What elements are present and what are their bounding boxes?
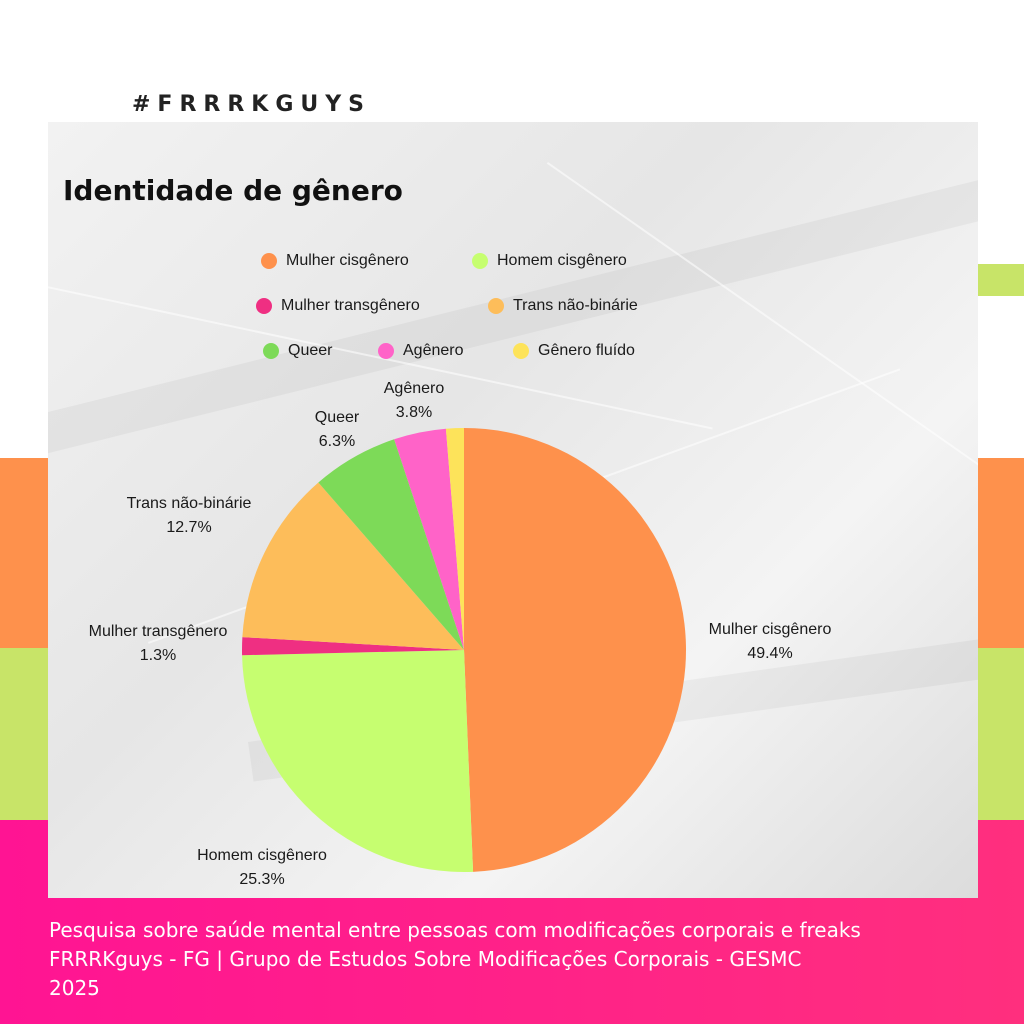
slice-label: Trans não-binárie <box>126 495 252 512</box>
slice-value-label: 12.7% <box>166 519 212 536</box>
legend-label: Homem cisgênero <box>497 252 627 269</box>
pie-chart <box>48 122 978 898</box>
chart-title: Identidade de gênero <box>63 174 403 207</box>
legend-label: Mulher transgênero <box>281 297 420 314</box>
footer-line-2: FRRRKguys - FG | Grupo de Estudos Sobre Modificações Corporais - GESMC <box>49 947 802 971</box>
footer-caption <box>49 916 1009 1003</box>
slice-value-label: 25.3% <box>239 871 285 888</box>
legend-label: Trans não-binárie <box>513 297 638 314</box>
pie-slice <box>242 650 473 872</box>
brand-hashtag: #FRRRKGUYS <box>132 92 372 117</box>
slice-label: Mulher cisgênero <box>708 621 832 638</box>
slice-label: Agênero <box>383 380 445 397</box>
slice-value-label: 49.4% <box>747 645 793 662</box>
slice-value-label: 6.3% <box>318 433 356 450</box>
pie-slice <box>464 428 686 872</box>
slice-value-label: 3.8% <box>395 404 433 421</box>
legend-label: Gênero fluído <box>538 342 635 359</box>
legend-label: Agênero <box>403 342 464 359</box>
slice-label: Homem cisgênero <box>197 847 327 864</box>
slice-value-label: 1.3% <box>139 647 177 664</box>
legend-label: Mulher cisgênero <box>286 252 409 269</box>
slice-label: Mulher transgênero <box>88 623 228 640</box>
footer-line-1: Pesquisa sobre saúde mental entre pessoas com modificações corporais e freaks <box>49 918 861 942</box>
chart-card <box>48 122 978 898</box>
legend-label: Queer <box>288 342 333 359</box>
footer-line-3: 2025 <box>49 976 100 1000</box>
slice-label: Queer <box>314 409 360 426</box>
